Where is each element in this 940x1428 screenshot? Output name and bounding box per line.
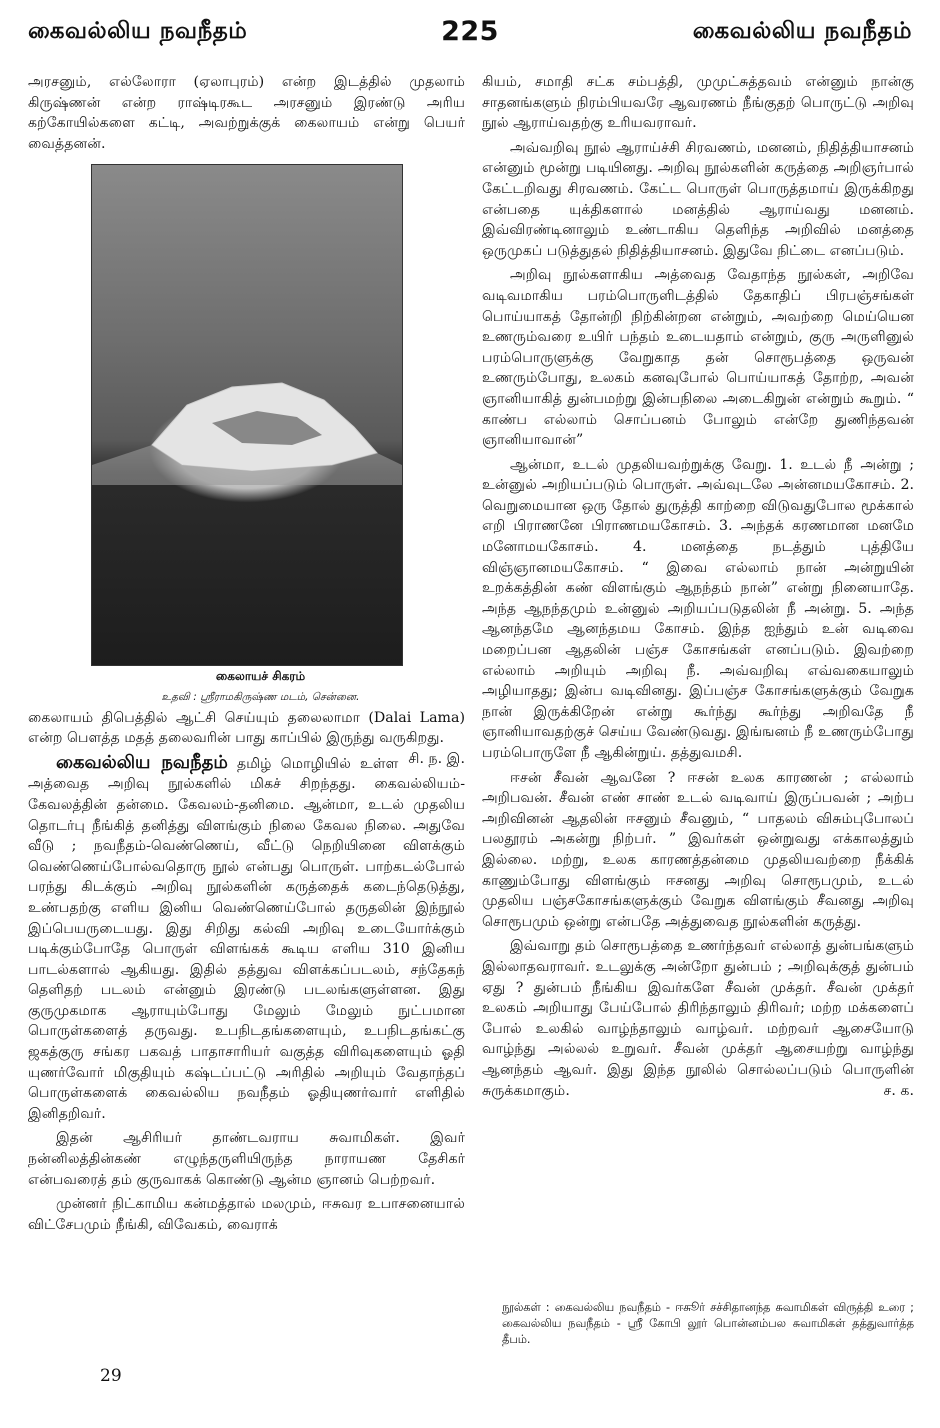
article-title: கைவல்லிய நவநீதம் (56, 751, 228, 773)
sources-note: நூல்கள் : கைவல்லிய நவநீதம் - ஈசுூர் சச்சிதானந்த சுவாமிகள் விருத்தி உரை ; கைவல்லிய நவநீதம் - ஸ்ரீ கோபி லூர் பொன்னம்பல சுவாமிகள் தத்துவார்த்த தீபம். (502, 1301, 914, 1346)
right-paragraph-2: அறிவு நூல்களாகிய அத்வைத வேதாந்த நூல்கள், அறிவே வடிவமாகிய பரம்பொருளிடத்தில் தேகாதிப் பிரபஞ்சங்கள் பொய்யாகத் தோன்றி நிற்கின்றன என்றும், அவற்றை மெய்யென உணரும்வரை உயிர் பந்தம் உடையதாம் என்றும், குரு அருளினுல் பரம்பொருளுக்கு வேறுகாத தன் சொரூபத்தை ஒருவன் உணரும்போது, உலகம் கனவுபோல் பொய்யாகத் தோற்ற, அவன் ஞானியாகித் துன்பமற்று இன்பநிலை அடைகிறுன் என்றும் கூறும். “ காண்ப எல்லாம் சொப்பனம் போலும் என்றே துணிந்தவன் ஞானியாவான்” (482, 267, 914, 449)
right-paragraph-0: கியம், சமாதி சட்க சம்பத்தி, முமுட்சுத்தவம் என்னும் நான்கு சாதனங்களும் நிரம்பியவரே ஆவரணம் நீங்குதற் பொருட்டு அறிவு நூல் ஆராய்வதற்கு உரியவராவர். (482, 74, 914, 132)
right-signature: ச. க. (883, 1082, 914, 1099)
right-paragraph-5-text: இவ்வாறு தம் சொரூபத்தை உணர்ந்தவர் எல்லாத் துன்பங்களும் இல்லாதவராவர். உடலுக்கு அன்றோ துன்பம் ; அறிவுக்குத் துன்பம் ஏது ? துன்பம் நீங்கிய இவர்களே சீவன் முக்தர். சீவன் முக்தர் உலகம் அறியாது பேய்போல் திரிந்தாலும் திரிவர்; மற்ற மக்களைப் போல் உலகில் வாழ்ந்தாலும் வாழ்வர். மற்றவர் ஆசையோடு வாழ்ந்து அல்லல் உறுவர். சீவன் முக்தர் ஆசையற்று வாழ்ந்து ஆனந்தம் ஆவர். இது இந்த நூலில் சொல்லப்படும் பொருளின் சுருக்கமாகும். (482, 938, 914, 1099)
right-paragraph-3: ஆன்மா, உடல் முதலியவற்றுக்கு வேறு. 1. உடல் நீ அன்று ; உன்னுல் அறியப்படும் பொருள். அவ்வுடலே அன்னமயகோசம். 2. வெறுமையான ஒரு தோல் துருத்தி காற்றை விடுவதுபோல மூக்கால் எறி பிராணனே பிராணமயகோசம். 3. அந்தக் கரணமான மனமே மனோமயகோசம். 4. மனத்தை நடத்தும் புத்தியே விஞ்ஞானமயகோசம். “ இவை எல்லாம் நான் அன்றுயின் உறக்கத்தின் கண் விளங்கும் ஆநந்தம் நான்” என்று நினையாதே. அந்த ஆநந்தமும் உன்னுல் அறியப்படுதலின் நீ அன்று. 5. அந்த ஆனந்தமே ஆனந்தமய கோசம். இந்த ஐந்தும் உன் வடிவை மறைப்பன ஆதலின் பஞ்ச கோசங்கள் எனப்படும். இவற்றை எல்லாம் அறியும் அறிவு நீ. அவ்வறிவு எவ்வகையாலும் அழியாதது; இன்ப வடிவினது. இப்பஞ்ச கோசங்களுக்கும் வேறுக நான் இருக்கிறேன் என்று கூர்ந்து கூர்ந்து அறிவதே நீ ஞானியாவதற்குச் செய்ய வேண்டுவது. இங்ஙனம் நீ உணரும்போது பரம்பொருளே நீ ஆகின்றுய். தத்துவமசி. (482, 456, 914, 761)
author-paragraph: இதன் ஆசிரியர் தாண்டவராய சுவாமிகள். இவர் நன்னிலத்தின்கண் எழுந்தருளியிருந்த நாராயண தேசிகர் என்பவரைத் தம் குருவாகக் கொண்டு ஆன்ம ஞானம் பெற்றவர். (28, 1130, 465, 1188)
kailash-peak-photo (91, 164, 403, 666)
main-paragraph-1-text: தமிழ் மொழியில் உள்ள அத்வைத அறிவு நூல்களில் மிகச் சிறந்தது. கைவல்லியம்-கேவலத்தின் தன்மை. கேவலம்-தனிமை. ஆன்மா, உடல் முதலிய தொடர்பு நீங்கித் தனித்து விளங்கும் நிலை கேவல நிலை. அதுவே வீடு ; நவநீதம்-வெண்ணெய், வீட்டு நெறியினை விளக்கும் வெண்ணெய்போல்வதொரு நூல் என்பது பொருள். பாற்கடல்போல் பரந்து கிடக்கும் அறிவு நூல்களின் கருத்தைக் கடைந்தெடுத்து, உண்பதற்கு எளிய இனிய வெண்ணெய்போல் தருதலின் இந்நூல் இப்பெயருடையது. இது சிறிது கல்வி அறிவு உடையோர்க்கும் படிக்கும்போதே பொருள் விளங்கக் கூடிய எளிய 310 இனிய பாடல்களால் ஆகியது. இதில் தத்துவ விளக்கப்படலம், சந்தேகந் தெளிதற் படலம் என்னும் இரண்டு படலங்களுள்ளன. இது குருமுகமாக ஆராயும்போது மேலும் மேலும் நுட்பமான பொருள்களைத் தருவது. உபநிடதங்களையும், உபநிடதங்கட்கு ஜகத்குரு சங்கர பகவத் பாதாசாரியர் வகுத்த விரிவுகளையும் ஓதி யுணர்வோர் மிகுதியும் கஷ்டப்பட்டு அரிதில் அறியும் வேதாந்தப் பொருள்களைக் கைவல்லிய நவநீதம் ஓதியுணர்வார் எளிதில் இனிதறிவர். (28, 755, 465, 1122)
footer-page-mark: 29 (100, 1366, 122, 1386)
mountain-illustration (92, 165, 402, 665)
tibet-signature: சி. ந. இ. (408, 750, 465, 767)
left-column (28, 72, 465, 1235)
tibet-text: கைலாயம் திபெத்தில் ஆட்சி செய்யும் தலைலாமா (Dalai Lama) என்ற பௌத்த மதத் தலைவரின் பாது காப்பில் இருந்து வருகிறது. (28, 709, 465, 747)
right-column (482, 72, 914, 1101)
figure-caption: கைலாயச் சிகரம் (215, 669, 306, 684)
continuation-paragraph: முன்னர் நிட்காமிய கன்மத்தால் மலமும், ஈசுவர உபாசனையால் விட்சேபமும் நீங்கி, விவேகம், வைராக் (28, 1196, 465, 1233)
intro-paragraph: அரசனும், எல்லோரா (ஏலாபுரம்) என்ற இடத்தில் முதலாம் கிருஷ்ணன் என்ற ராஷ்டிரகூட அரசனும் இரண்டு அரிய கற்கோயில்களை கட்டி, அவற்றுக்குக் கைலாயம் என்று பெயர் வைத்தனன். (28, 74, 465, 152)
main-paragraph-1 (28, 753, 465, 1125)
figure-credit: உதவி : ஸ்ரீராமகிருஷ்ண மடம், சென்னை. (161, 690, 360, 703)
right-paragraph-1: அவ்வறிவு நூல் ஆராய்ச்சி சிரவணம், மனனம், நிதித்தியாசனம் என்னும் மூன்று படியினது. அறிவு நூல்களின் கருத்தை அறிஞர்பால் கேட்டறிவது சிரவணம். கேட்ட பொருள் பொருத்தமாய் இருக்கிறது என்பதை யுக்திகளால் மனத்தில் ஆராய்வது மனனம். இவ்விரண்டினாலும் உண்டாகிய தெளிந்த அறிவில் மனத்தை ஒருமுகப் படுத்துதல் நிதித்தியாசனம். இதுவே நிட்டை எனப்படும். (482, 139, 914, 259)
right-paragraph-5 (482, 936, 914, 1101)
running-title-left: கைவல்லிய நவநீதம் (28, 18, 248, 44)
running-title-right: கைவல்லிய நவநீதம் (692, 18, 912, 44)
right-paragraph-4: ஈசன் சீவன் ஆவனே ? ஈசன் உலக காரணன் ; எல்லாம் அறிபவன். சீவன் எண் சாண் உடல் வடிவாய் இருப்பவன் ; அற்ப அறிவினன் ஆதலின் ஈசனும் சீவனும், “ பாதலம் விசும்புபோலப் பலதூரம் அகன்று நிற்பர். ” இவர்கள் ஒன்றுவது எக்காலத்தும் இல்லை. மற்று, உலக காரணத்தன்மை முதலியவற்றை நீக்கிக் காணும்போது விளங்கும் ஈசனது அறிவு சொரூபமும், உடல் முதலிய பஞ்சகோசங்களுக்கும் வேறுக விளங்கும் சீவனது அறிவு சொரூபமும் ஒன்று என்பதே அத்துவைத நூல்களின் கருத்து. (482, 769, 914, 930)
page-number: 225 (441, 16, 499, 47)
